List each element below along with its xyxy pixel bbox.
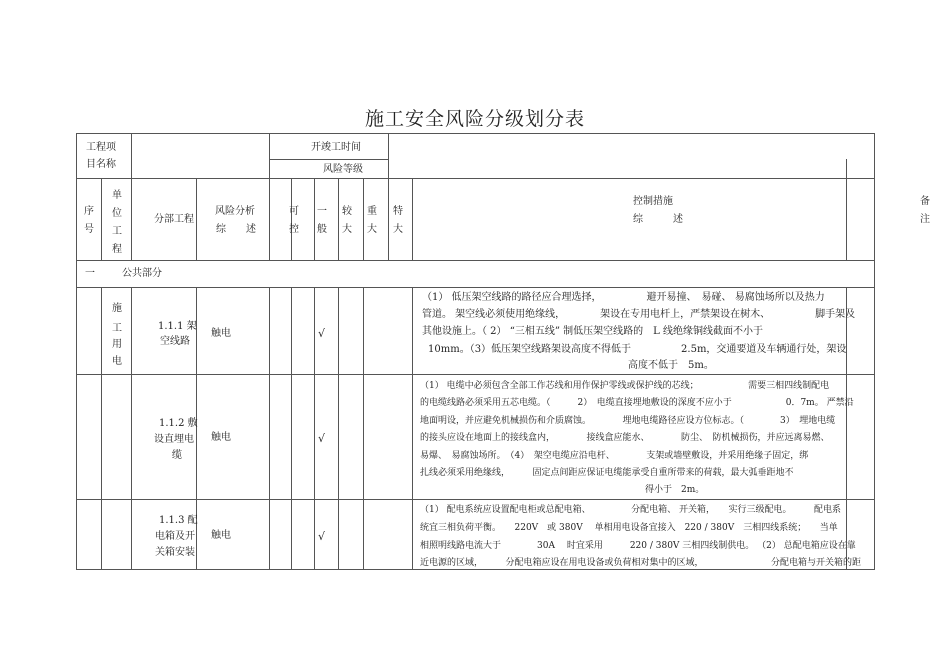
- control-measure-line: （1） 配电系统应设置配电柜或总配电箱、 分配电箱、 开关箱， 实行三级配电。 配电系: [420, 505, 841, 515]
- control-measure-line: 得小于 2m。: [645, 485, 705, 495]
- header-control-measures: 综 述: [633, 214, 683, 225]
- control-measure-line: 近电源的区域， 分配电箱应设在用电设备或负荷相对集中的区域， 分配电箱与开关箱的距: [420, 558, 862, 568]
- header-unit: 工: [112, 226, 122, 237]
- table-rule: [412, 178, 413, 260]
- header-larger: 大: [342, 224, 352, 235]
- control-measure-line: 统宜三相负荷平衡。 220V 或 380V 单相用电设备宜接入 220 / 380V 三相四线系统； 当单: [420, 523, 838, 533]
- header-major: 重: [367, 206, 377, 217]
- table-border-top: [76, 133, 874, 134]
- table-border-right: [874, 133, 875, 570]
- table-row-sub-project: 设直埋电: [154, 434, 194, 445]
- control-measure-line: 10mm。（3）低压架空线路架设高度不得低于 2.5m，交通要道及车辆通行处，架设: [428, 344, 847, 355]
- control-measure-line: 扎线必须采用绝缘线， 固定点间距应保证电缆能承受自重所带来的荷载，最大弧垂距地不: [420, 468, 794, 478]
- header-unit: 程: [112, 244, 122, 255]
- header-larger: 较: [342, 206, 352, 217]
- control-measure-line: （1） 低压架空线路的路径应合理选择， 避开易撞、 易碰、 易腐蚀场所以及热力: [422, 292, 825, 303]
- table-rule: [131, 287, 132, 569]
- table-rule: [338, 178, 339, 260]
- header-project-name: 工程项: [86, 142, 116, 153]
- control-measure-line: 其他设施上。（ 2） “三相五线” 制低压架空线路的 L 线绝缘铜线截面不小于: [422, 326, 763, 337]
- table-rule: [269, 133, 270, 260]
- table-rule: [363, 287, 364, 569]
- header-remark: 注: [920, 214, 930, 225]
- table-rule: [363, 178, 364, 260]
- header-remark: 备: [920, 196, 930, 207]
- table-row-sub-project: 1.1.2 敷: [159, 418, 198, 429]
- header-project-name: 目名称: [86, 159, 116, 170]
- header-general: 般: [317, 224, 327, 235]
- section-name: 公共部分: [122, 268, 162, 279]
- table-row-sub-project: 空线路: [160, 336, 190, 347]
- table-rule: [269, 159, 388, 160]
- table-rule: [291, 178, 292, 260]
- header-risk-analysis: 风险分析: [215, 206, 255, 217]
- table-border-left: [76, 133, 77, 570]
- control-measure-line: 管道。 架空线必须使用绝缘线， 架设在专用电杆上，严禁架设在树木、 脚手架及: [422, 309, 856, 320]
- section-number: 一: [85, 268, 95, 279]
- control-measure-line: 的接头应设在地面上的接线盒内， 接线盒应能水、 防尘、 防机械损伤，并应远离易燃、: [420, 433, 830, 443]
- header-controllable: 可: [289, 206, 299, 217]
- header-seq: 序: [84, 206, 94, 217]
- table-rule: [846, 159, 847, 260]
- table-rule: [101, 178, 102, 260]
- table-rule: [314, 178, 315, 260]
- risk-level-check: √: [318, 432, 326, 445]
- header-general: 一: [317, 206, 327, 217]
- header-controllable: 控: [289, 224, 299, 235]
- table-rule: [291, 287, 292, 569]
- table-rule: [101, 287, 102, 569]
- table-rule: [846, 287, 847, 569]
- table-rule: [314, 287, 315, 569]
- header-risk-level: 风险等级: [323, 164, 363, 175]
- table-rule: [388, 133, 389, 260]
- control-measure-line: 易爆、 易腐蚀场所。 （4） 架空电缆应沿电杆、 支架或墙壁敷设，并采用绝缘子固定，绑: [420, 451, 809, 461]
- table-rule: [196, 178, 197, 260]
- unit-cell: 施: [112, 303, 122, 314]
- table-rule: [338, 287, 339, 569]
- table-row-sub-project: 电箱及开: [155, 531, 195, 542]
- header-unit: 位: [112, 208, 122, 219]
- control-measure-line: （1） 电缆中必须包含全部工作芯线和用作保护零线或保护线的芯线； 需要三相四线制配电: [420, 381, 830, 391]
- header-risk-analysis: 综 述: [216, 224, 256, 235]
- table-rule: [412, 287, 413, 569]
- table-row-risk: 触电: [211, 530, 231, 541]
- header-extra: 大: [393, 224, 403, 235]
- table-rule: [269, 287, 270, 569]
- table-rule: [131, 133, 132, 260]
- control-measure-line: 的电缆线路必须采用五芯电缆。（ 2） 电缆直接埋地敷设的深度不应小于 0．7m。 严禁沿: [420, 398, 854, 408]
- header-control-measures: 控制措施: [633, 196, 673, 207]
- risk-level-check: √: [318, 327, 326, 340]
- table-rule: [76, 260, 874, 261]
- table-row-risk: 触电: [211, 328, 231, 339]
- control-measure-line: 相照明线路电流大于 30A 时宜采用 220 / 380V 三相四线制供电。 （2） 总配电箱应设在靠: [420, 541, 856, 551]
- header-major: 大: [367, 224, 377, 235]
- header-extra: 特: [393, 206, 403, 217]
- page-title: 施工安全风险分级划分表: [364, 108, 585, 130]
- control-measure-line: 地面明设，并应避免机械损伤和介质腐蚀。 埋地电缆路径应设方位标志。（ 3） 埋地电缆: [420, 416, 836, 426]
- header-sub-project: 分部工程: [154, 214, 194, 225]
- control-measure-line: 高度不低于 5m。: [628, 360, 714, 371]
- unit-cell: 电: [112, 356, 122, 367]
- header-unit: 单: [112, 190, 122, 201]
- unit-cell: 用: [112, 339, 122, 350]
- unit-cell: 工: [112, 323, 122, 334]
- header-seq: 号: [84, 224, 94, 235]
- table-row-sub-project: 缆: [172, 450, 182, 461]
- header-start-time: 开竣工时间: [311, 142, 361, 153]
- table-row-risk: 触电: [211, 432, 231, 443]
- table-row-sub-project: 关箱安装: [155, 547, 195, 558]
- table-row-sub-project: 1.1.3 配: [159, 515, 198, 526]
- table-row-sub-project: 1.1.1 架: [158, 321, 197, 332]
- risk-level-check: √: [318, 530, 326, 543]
